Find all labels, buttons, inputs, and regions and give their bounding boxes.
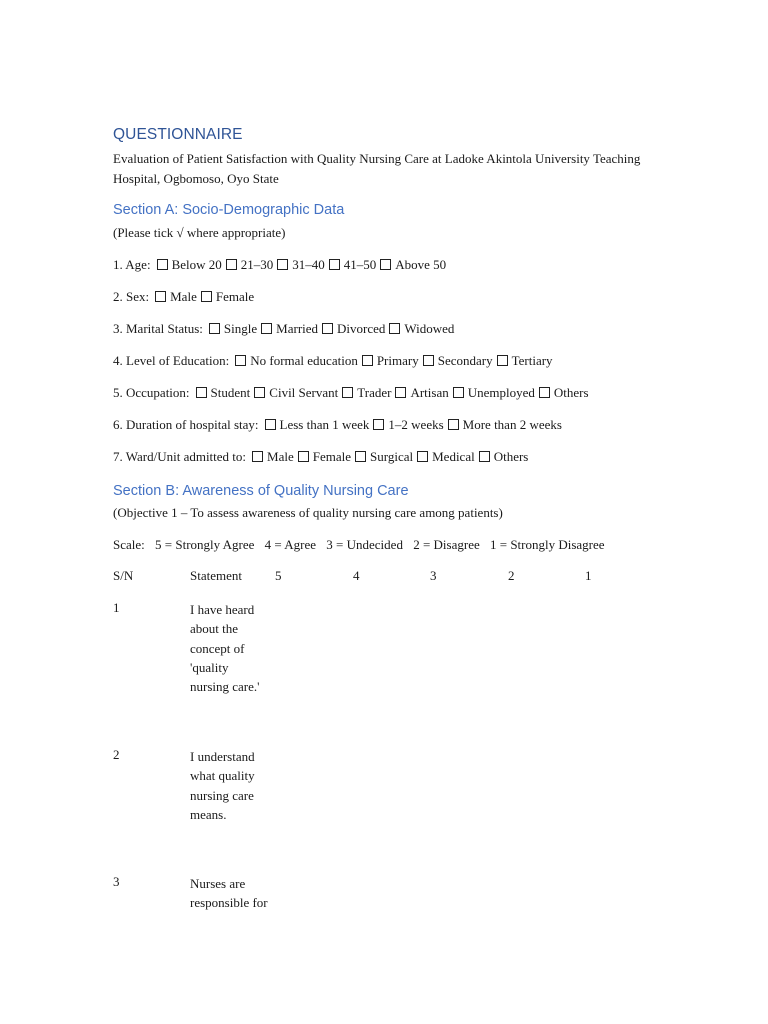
- option-label: Female: [312, 449, 352, 464]
- header-1: 1: [585, 568, 592, 583]
- checkbox[interactable]: [362, 355, 373, 366]
- scale-item: 1 = Strongly Disagree: [489, 537, 605, 552]
- checkbox[interactable]: [380, 259, 391, 270]
- page-title: QUESTIONNAIRE: [113, 126, 243, 143]
- option-label: 1–2 weeks: [388, 417, 444, 432]
- option-label: 21–30: [240, 257, 274, 272]
- checkbox[interactable]: [355, 451, 366, 462]
- option-label: Civil Servant: [269, 385, 339, 400]
- checkbox[interactable]: [389, 323, 400, 334]
- checkbox[interactable]: [209, 323, 220, 334]
- row-sn: 1: [113, 600, 120, 615]
- checkbox[interactable]: [453, 387, 464, 398]
- checkbox[interactable]: [196, 387, 207, 398]
- question-line: [113, 448, 532, 466]
- checkbox[interactable]: [277, 259, 288, 270]
- section-a-instruction: (Please tick √ where appropriate): [113, 225, 286, 240]
- option-label: 31–40: [292, 257, 325, 272]
- row-sn: 2: [113, 747, 120, 762]
- question-line: [113, 416, 566, 434]
- question-label: 7. Ward/Unit admitted to:: [113, 449, 247, 464]
- option-label: Others: [553, 385, 589, 400]
- question-line: [113, 384, 593, 402]
- question-label: 2. Sex:: [113, 289, 150, 304]
- option-label: Male: [170, 289, 197, 304]
- page-subtitle: Evaluation of Patient Satisfaction with Quality Nursing Care at Ladoke Akintola University Teaching Hospital, Ogbomoso, Oyo State: [113, 151, 641, 186]
- option-label: Tertiary: [511, 353, 553, 368]
- option-label: Above 50: [395, 257, 447, 272]
- option-label: Surgical: [370, 449, 414, 464]
- option-label: Trader: [357, 385, 392, 400]
- row-statement: Nurses are responsible for: [190, 876, 268, 911]
- checkbox[interactable]: [373, 419, 384, 430]
- scale-item: 2 = Disagree: [413, 537, 480, 552]
- scale-item: 4 = Agree: [264, 537, 317, 552]
- option-label: More than 2 weeks: [462, 417, 562, 432]
- option-label: Below 20: [171, 257, 222, 272]
- option-label: Student: [210, 385, 251, 400]
- option-label: 41–50: [343, 257, 377, 272]
- question-line: [113, 256, 450, 274]
- checkbox[interactable]: [155, 291, 166, 302]
- checkbox[interactable]: [479, 451, 490, 462]
- section-b-objective: (Objective 1 – To assess awareness of quality nursing care among patients): [113, 505, 503, 520]
- question-label: 3. Marital Status:: [113, 321, 203, 336]
- header-statement: Statement: [190, 568, 242, 583]
- header-3: 3: [430, 568, 437, 583]
- checkbox[interactable]: [423, 355, 434, 366]
- option-label: Less than 1 week: [279, 417, 370, 432]
- question-label: 4. Level of Education:: [113, 353, 230, 368]
- question-line: [113, 352, 557, 370]
- header-sn: S/N: [113, 568, 134, 583]
- option-label: No formal education: [250, 353, 358, 368]
- checkbox[interactable]: [298, 451, 309, 462]
- checkbox[interactable]: [254, 387, 265, 398]
- checkbox[interactable]: [342, 387, 353, 398]
- row-statement: I have heard about the concept of 'quality nursing care.': [190, 602, 260, 695]
- header-5: 5: [275, 568, 282, 583]
- option-label: Single: [223, 321, 258, 336]
- checkbox[interactable]: [329, 259, 340, 270]
- section-a-heading: Section A: Socio-Demographic Data: [113, 202, 345, 218]
- checkbox[interactable]: [417, 451, 428, 462]
- question-label: 1. Age:: [113, 257, 151, 272]
- option-label: Widowed: [404, 321, 455, 336]
- question-label: 6. Duration of hospital stay:: [113, 417, 259, 432]
- scale-item: 3 = Undecided: [326, 537, 403, 552]
- option-label: Married: [276, 321, 319, 336]
- question-line: [113, 288, 258, 306]
- option-label: Secondary: [437, 353, 493, 368]
- option-label: Primary: [376, 353, 419, 368]
- rating-scale: [113, 536, 612, 554]
- header-2: 2: [508, 568, 515, 583]
- checkbox[interactable]: [226, 259, 237, 270]
- checkbox[interactable]: [157, 259, 168, 270]
- checkbox[interactable]: [235, 355, 246, 366]
- scale-label: Scale:: [113, 537, 145, 552]
- checkbox[interactable]: [265, 419, 276, 430]
- option-label: Medical: [432, 449, 475, 464]
- checkbox[interactable]: [395, 387, 406, 398]
- scale-item: 5 = Strongly Agree: [155, 537, 255, 552]
- option-label: Others: [493, 449, 529, 464]
- question-label: 5. Occupation:: [113, 385, 190, 400]
- question-line: [113, 320, 458, 338]
- option-label: Unemployed: [467, 385, 535, 400]
- option-label: Artisan: [410, 385, 449, 400]
- section-b-heading: Section B: Awareness of Quality Nursing Care: [113, 483, 409, 499]
- header-4: 4: [353, 568, 360, 583]
- row-sn: 3: [113, 874, 120, 889]
- checkbox[interactable]: [261, 323, 272, 334]
- checkbox[interactable]: [322, 323, 333, 334]
- option-label: Divorced: [337, 321, 386, 336]
- checkbox[interactable]: [201, 291, 212, 302]
- checkbox[interactable]: [448, 419, 459, 430]
- option-label: Male: [267, 449, 294, 464]
- checkbox[interactable]: [539, 387, 550, 398]
- checkbox[interactable]: [497, 355, 508, 366]
- row-statement: I understand what quality nursing care means.: [190, 749, 255, 822]
- checkbox[interactable]: [252, 451, 263, 462]
- option-label: Female: [215, 289, 255, 304]
